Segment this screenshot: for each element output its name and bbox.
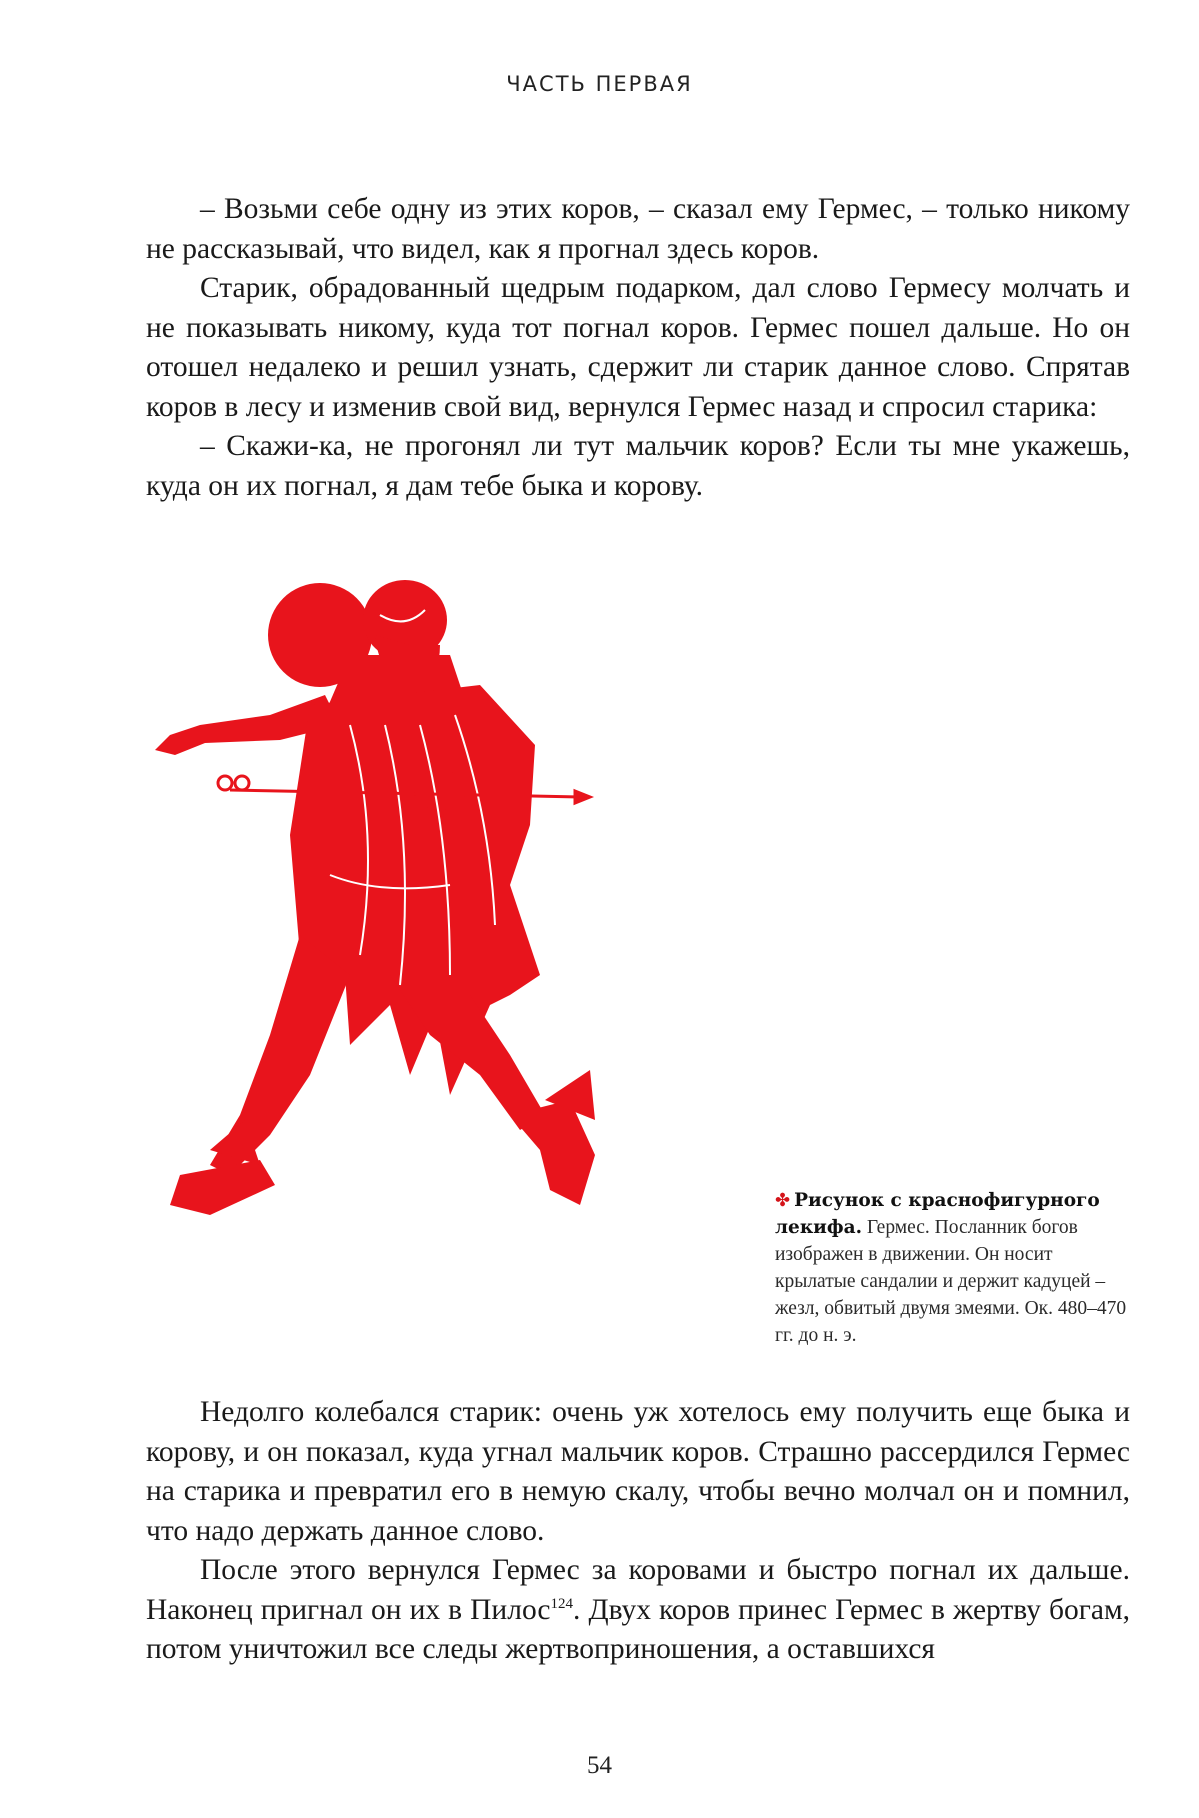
paragraph: Старик, обрадованный щедрым подарком, дал слово Гермесу молчать и не показывать никому, куда тот погнал коров. Гермес пошел дальше. Но он отошел недалеко и решил узнать, сдержит ли старик данное слово. Спрятав коров в лесу и изменив свой вид, вернулся Гермес назад и спросил старика:: [146, 272, 1130, 423]
caption-text: Гермес. Посланник богов изображен в движении. Он носит крылатые сандалии и держит кадуцей – жезл, обвитый двумя змеями. Ок. 480–470 гг. до н. э.: [775, 1217, 1127, 1346]
caption-lead: Рисунок с краснофигурного лекифа.: [775, 1190, 1100, 1238]
running-head: ЧАСТЬ ПЕРВАЯ: [506, 72, 693, 96]
paragraph: Недолго колебался старик: очень уж хотелось ему получить еще быка и корову, и он показал, куда угнал мальчик коров. Страшно рассердился Гермес на старика и превратил его в немую скалу, чтобы вечно молчал он и помнил, что надо держать данное слово.: [146, 1396, 1130, 1547]
ornament-icon: ✤: [775, 1190, 791, 1210]
footnote-ref: 124: [550, 1595, 574, 1612]
body-text-top: [146, 190, 1130, 506]
page-number: 54: [587, 1752, 612, 1779]
hermes-illustration: [150, 575, 750, 1375]
paragraph-text: После этого вернулся Гермес за коровами и быстро погнал их дальше. Наконец пригнал он их в Пилос: [146, 1554, 1130, 1626]
hermes-figure: [155, 580, 595, 1215]
body-text-bottom: [146, 1393, 1130, 1670]
paragraph: [146, 1551, 1130, 1670]
figure-caption: [775, 1187, 1133, 1349]
paragraph: – Скажи-ка, не прогонял ли тут мальчик коров? Если ты мне укажешь, куда он их погнал, я дам тебе быка и корову.: [146, 430, 1130, 502]
paragraph: – Возьми себе одну из этих коров, – сказал ему Гермес, – только никому не рассказывай, что видел, как я прогнал здесь коров.: [146, 193, 1130, 265]
paragraph-text: . Двух коров принес Гермес в жертву богам, потом уничтожил все следы жертвоприношения, а оставшихся: [146, 1593, 1130, 1665]
